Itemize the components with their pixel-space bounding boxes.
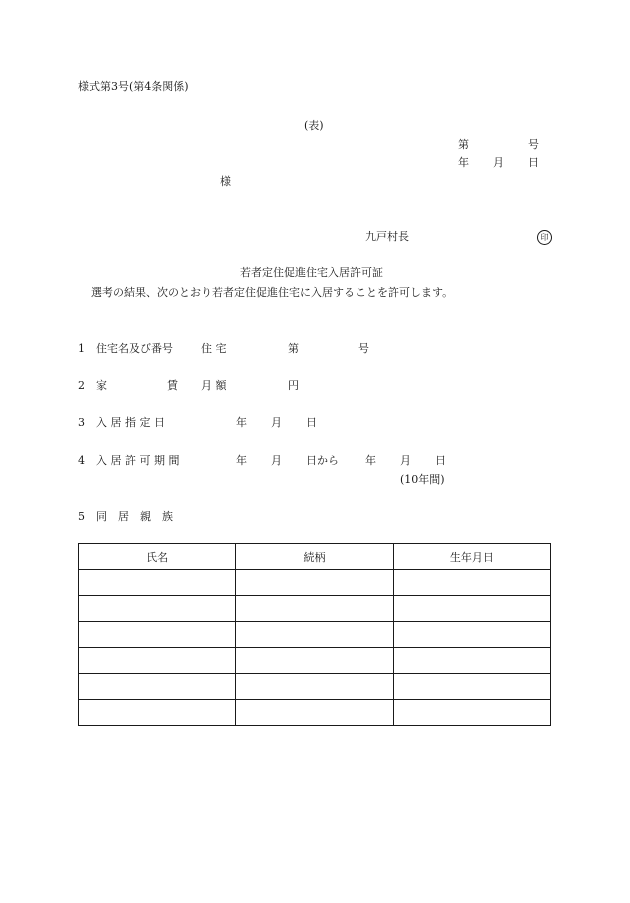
item3-day: 日 xyxy=(306,416,317,429)
item3-number: 3 xyxy=(78,416,85,429)
item3-label: 入 居 指 定 日 xyxy=(96,416,165,429)
table-cell[interactable] xyxy=(79,596,236,622)
table-cell[interactable] xyxy=(236,700,393,726)
item4-to-month: 月 xyxy=(400,454,411,467)
item4-number: 4 xyxy=(78,454,85,467)
issuer: 九戸村長 xyxy=(365,230,409,243)
item4-to-year: 年 xyxy=(365,454,376,467)
table-cell[interactable] xyxy=(236,596,393,622)
recipient-suffix: 様 xyxy=(220,175,231,188)
seal-stamp-icon: 印 xyxy=(537,230,552,245)
item2-label-ka: 家 xyxy=(96,379,107,392)
side-label: (表) xyxy=(304,119,324,132)
table-cell[interactable] xyxy=(393,570,550,596)
body-text: 選考の結果、次のとおり若者定住促進住宅に入居することを許可します。 xyxy=(91,286,454,299)
header-relationship: 続柄 xyxy=(236,544,393,570)
table-cell[interactable] xyxy=(79,700,236,726)
table-row xyxy=(79,622,551,648)
item5-label: 同 居 親 族 xyxy=(96,510,173,523)
item4-to-day: 日 xyxy=(435,454,446,467)
header-birthdate: 生年月日 xyxy=(393,544,550,570)
table-cell[interactable] xyxy=(393,674,550,700)
table-cell[interactable] xyxy=(393,700,550,726)
table-row xyxy=(79,674,551,700)
date-year: 年 xyxy=(458,156,469,169)
date-month: 月 xyxy=(493,156,504,169)
doc-number-dai: 第 xyxy=(458,138,469,151)
item2-yen: 円 xyxy=(288,379,299,392)
table-cell[interactable] xyxy=(79,622,236,648)
table-row xyxy=(79,648,551,674)
table-body xyxy=(79,570,551,726)
table-cell[interactable] xyxy=(79,570,236,596)
item1-dai: 第 xyxy=(288,342,299,355)
item2-monthly: 月 額 xyxy=(201,379,227,392)
item4-from-day: 日から xyxy=(306,454,339,467)
form-label: 様式第3号(第4条関係) xyxy=(78,80,189,93)
item3-year: 年 xyxy=(236,416,247,429)
table-row xyxy=(79,700,551,726)
item3-month: 月 xyxy=(271,416,282,429)
table-cell[interactable] xyxy=(79,648,236,674)
table-row xyxy=(79,596,551,622)
table-cell[interactable] xyxy=(393,622,550,648)
table-cell[interactable] xyxy=(236,570,393,596)
table-row xyxy=(79,570,551,596)
date-day: 日 xyxy=(528,156,539,169)
table-cell[interactable] xyxy=(393,596,550,622)
doc-number-go: 号 xyxy=(528,138,539,151)
item1-go: 号 xyxy=(358,342,369,355)
table-cell[interactable] xyxy=(236,674,393,700)
item1-label: 住宅名及び番号 xyxy=(96,342,173,355)
table-cell[interactable] xyxy=(236,648,393,674)
table-header-row xyxy=(79,544,551,570)
table-cell[interactable] xyxy=(79,674,236,700)
header-name: 氏名 xyxy=(79,544,236,570)
item1-housing: 住 宅 xyxy=(201,342,227,355)
item1-number: 1 xyxy=(78,342,85,355)
item2-number: 2 xyxy=(78,379,85,392)
item4-duration-note: (10年間) xyxy=(400,473,445,486)
table-cell[interactable] xyxy=(393,648,550,674)
cohabiting-family-table xyxy=(78,543,551,726)
table-cell[interactable] xyxy=(236,622,393,648)
document-title: 若者定住促進住宅入居許可証 xyxy=(240,266,383,279)
item4-from-month: 月 xyxy=(271,454,282,467)
item4-label: 入 居 許 可 期 間 xyxy=(96,454,180,467)
item5-number: 5 xyxy=(78,510,85,523)
item4-from-year: 年 xyxy=(236,454,247,467)
item2-label-chin: 賃 xyxy=(167,379,178,392)
